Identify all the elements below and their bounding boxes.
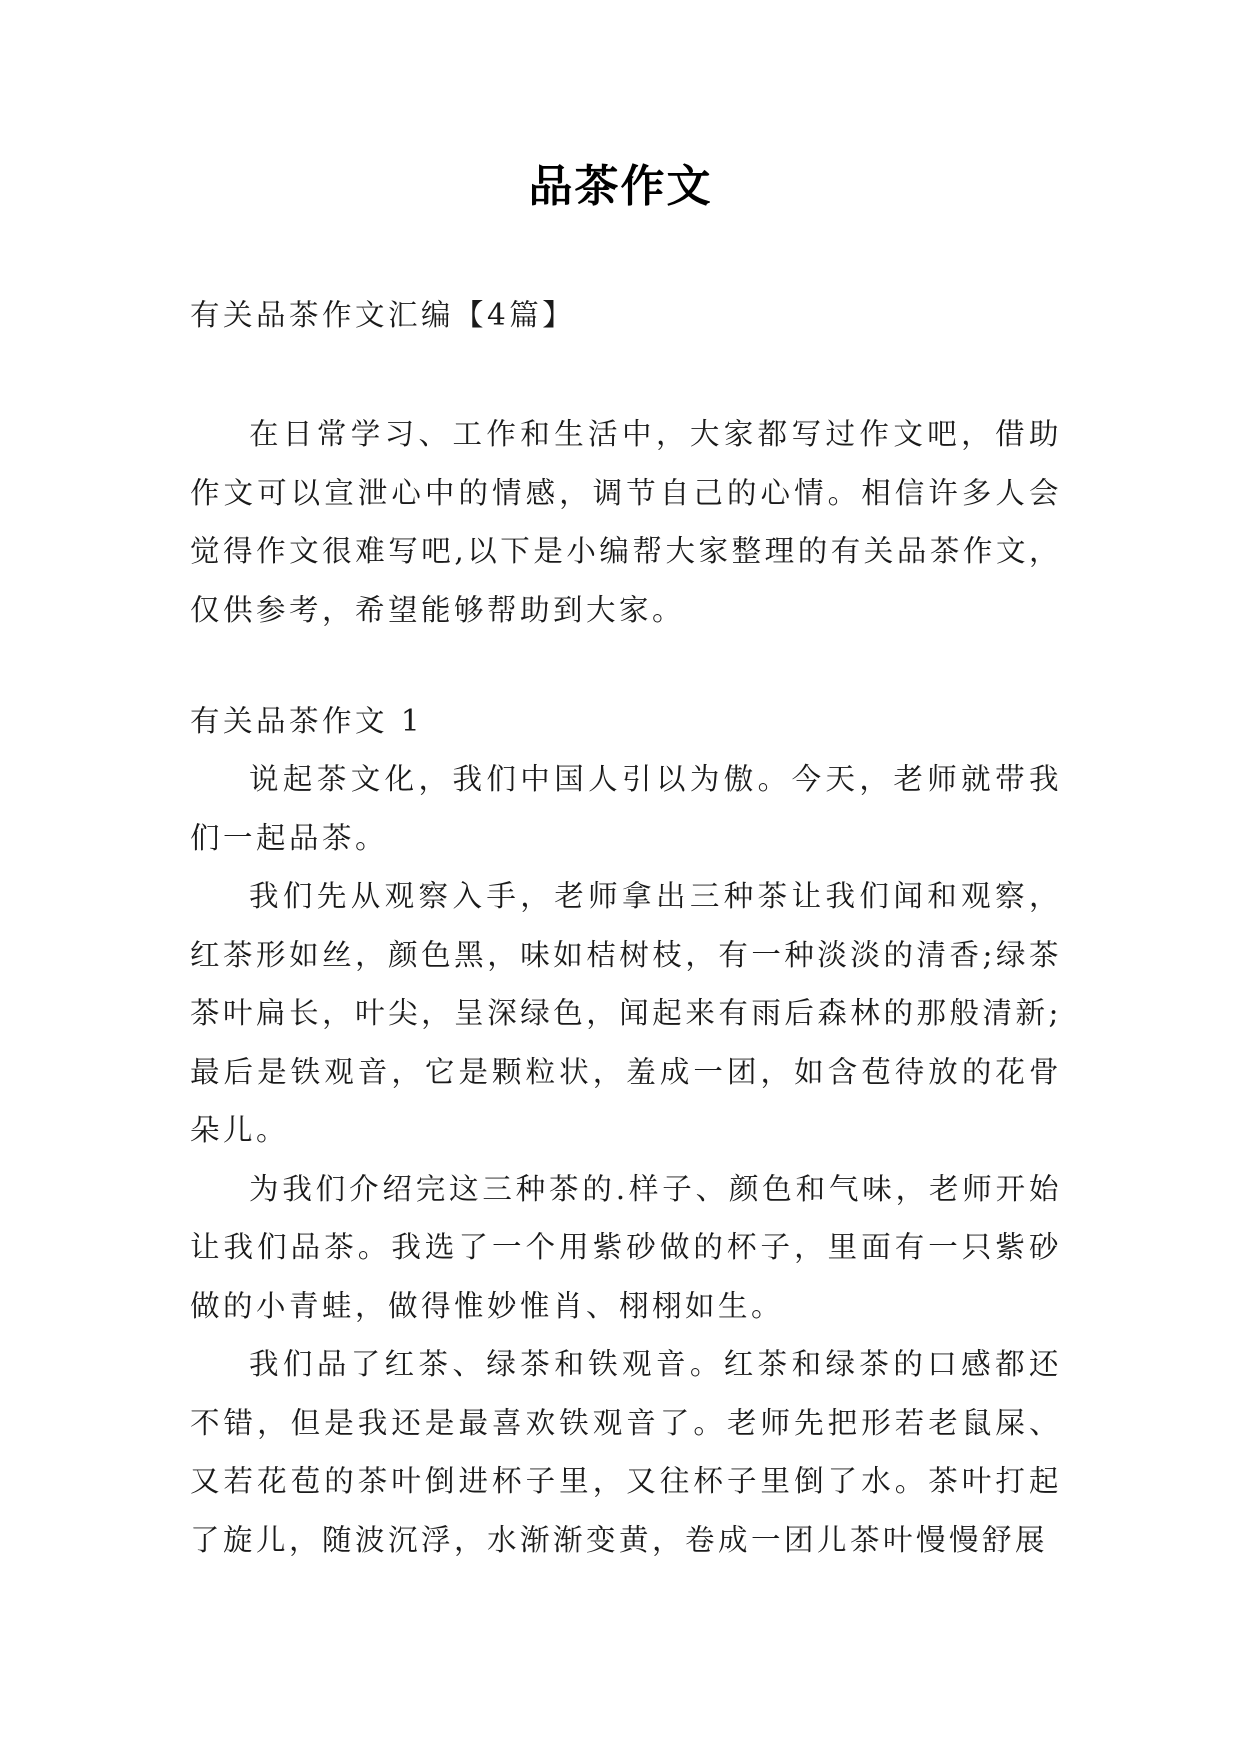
intro-section [190,405,1062,639]
essay-paragraph: 我们先从观察入手，老师拿出三种茶让我们闻和观察，红茶形如丝，颜色黑，味如桔树枝，有一种淡淡的清香;绿茶茶叶扁长，叶尖，呈深绿色，闻起来有雨后森林的那般清新;最后是铁观音，它是颗粒状，羞成一团，如含苞待放的花骨朵儿。 [190,879,1062,1147]
essay-paragraph: 为我们介绍完这三种茶的.样子、颜色和气味，老师开始让我们品茶。我选了一个用紫砂做的杯子，里面有一只紫砂做的小青蛙，做得惟妙惟肖、栩栩如生。 [190,1171,1062,1323]
document-title: 品茶作文 [528,161,713,212]
essay-body [190,750,1062,1569]
document-subtitle: 有关品茶作文汇编【4篇】 [190,298,576,332]
essay-paragraph: 我们品了红茶、绿茶和铁观音。红茶和绿茶的口感都还不错，但是我还是最喜欢铁观音了。老师先把形若老鼠屎、又若花苞的茶叶倒进杯子里，又往杯子里倒了水。茶叶打起了旋儿，随波沉浮，水渐渐变黄，卷成一团儿茶叶慢慢舒展 [190,1347,1062,1557]
section-heading: 有关品茶作文 1 [190,704,424,738]
intro-paragraph: 在日常学习、工作和生活中，大家都写过作文吧，借助作文可以宣泄心中的情感，调节自己的心情。相信许多人会觉得作文很难写吧,以下是小编帮大家整理的有关品茶作文，仅供参考，希望能够帮助到大家。 [190,417,1062,627]
essay-paragraph: 说起茶文化，我们中国人引以为傲。今天，老师就带我们一起品茶。 [190,762,1062,855]
